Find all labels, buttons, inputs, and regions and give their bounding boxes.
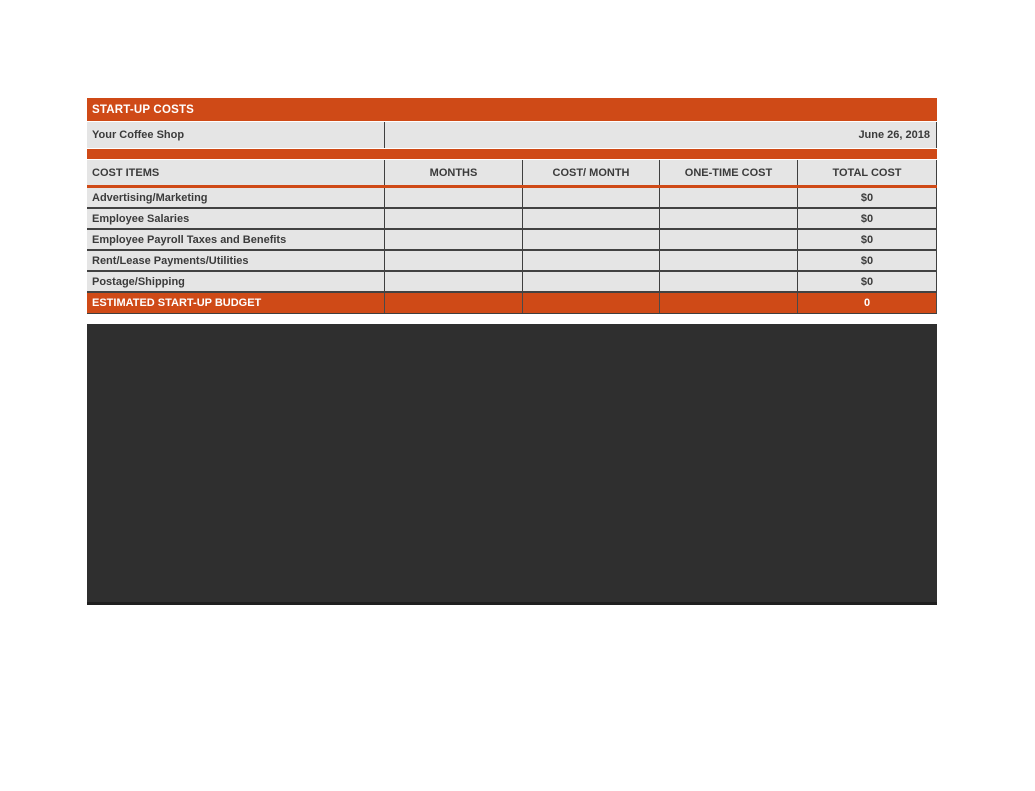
column-header-cost-month: COST/ MONTH [523, 160, 660, 185]
budget-months-cell [385, 293, 523, 313]
total-cost-cell: $0 [798, 230, 937, 249]
cost-month-cell[interactable] [523, 272, 660, 291]
cost-item-cell: Employee Payroll Taxes and Benefits [87, 230, 385, 249]
dark-panel [87, 324, 937, 605]
one-time-cost-cell[interactable] [660, 188, 798, 207]
months-cell[interactable] [385, 230, 523, 249]
table-row-employee-payroll-taxes [87, 230, 937, 251]
cost-item-cell: Rent/Lease Payments/Utilities [87, 251, 385, 270]
column-header-one-time-cost: ONE-TIME COST [660, 160, 798, 185]
accent-divider-bar [87, 149, 937, 159]
date-cell[interactable]: June 26, 2018 [385, 122, 937, 148]
table-title: START-UP COSTS [92, 103, 195, 116]
cost-month-cell[interactable] [523, 251, 660, 270]
company-name-cell[interactable]: Your Coffee Shop [87, 122, 385, 148]
one-time-cost-cell[interactable] [660, 209, 798, 228]
column-header-cost-items: COST ITEMS [87, 160, 385, 185]
total-cost-cell: $0 [798, 251, 937, 270]
startup-costs-table [87, 98, 937, 605]
months-cell[interactable] [385, 272, 523, 291]
column-header-months: MONTHS [385, 160, 523, 185]
column-header-total-cost: TOTAL COST [798, 160, 937, 185]
budget-cost-month-cell [523, 293, 660, 313]
estimated-budget-total: 0 [798, 293, 937, 313]
cost-item-cell: Advertising/Marketing [87, 188, 385, 207]
cost-item-cell: Postage/Shipping [87, 272, 385, 291]
months-cell[interactable] [385, 209, 523, 228]
cost-month-cell[interactable] [523, 209, 660, 228]
table-row-rent-lease-utilities [87, 251, 937, 272]
budget-one-time-cost-cell [660, 293, 798, 313]
total-cost-cell: $0 [798, 209, 937, 228]
table-row-employee-salaries [87, 209, 937, 230]
company-date-row [87, 122, 937, 148]
table-row-advertising-marketing [87, 188, 937, 209]
cost-item-cell: Employee Salaries [87, 209, 385, 228]
estimated-budget-row [87, 293, 937, 314]
months-cell[interactable] [385, 188, 523, 207]
one-time-cost-cell[interactable] [660, 272, 798, 291]
estimated-budget-label: ESTIMATED START-UP BUDGET [87, 293, 385, 313]
one-time-cost-cell[interactable] [660, 251, 798, 270]
column-header-row [87, 160, 937, 188]
cost-month-cell[interactable] [523, 230, 660, 249]
total-cost-cell: $0 [798, 188, 937, 207]
total-cost-cell: $0 [798, 272, 937, 291]
table-title-bar [87, 98, 937, 121]
months-cell[interactable] [385, 251, 523, 270]
one-time-cost-cell[interactable] [660, 230, 798, 249]
table-row-postage-shipping [87, 272, 937, 293]
cost-month-cell[interactable] [523, 188, 660, 207]
